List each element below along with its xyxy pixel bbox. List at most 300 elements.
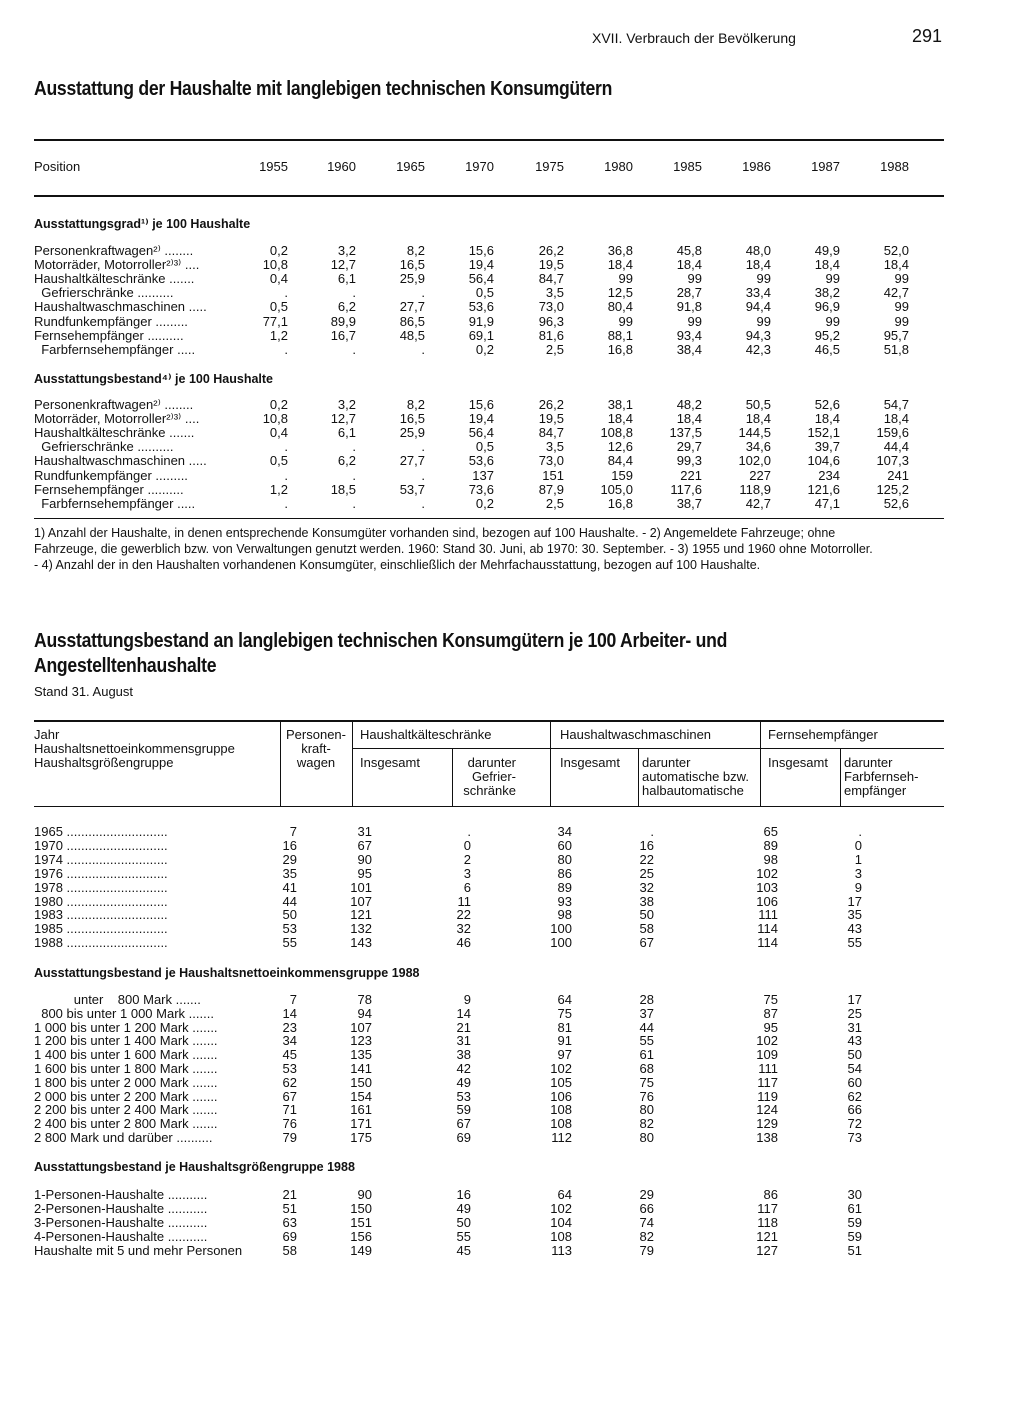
cell-value: 135 xyxy=(350,1047,372,1063)
cell-value: 98 xyxy=(763,851,778,867)
row-label: 1983 ............................ xyxy=(34,907,168,923)
cell-value: 59 xyxy=(847,1228,862,1244)
cell-value: . xyxy=(284,285,288,301)
cell-value: 32 xyxy=(639,879,654,895)
cell-value: 119 xyxy=(757,1088,778,1104)
cell-value: 96,9 xyxy=(814,299,840,315)
cell-value: 38,1 xyxy=(607,397,633,412)
cell-value: 62 xyxy=(847,1088,862,1104)
cell-value: 2,5 xyxy=(545,341,564,357)
cell-value: 0 xyxy=(854,837,862,853)
cell-value: 55 xyxy=(456,1228,471,1244)
cell-value: 0,2 xyxy=(475,495,494,511)
row-label: Personenkraftwagen²⁾ ........ xyxy=(34,243,194,258)
cell-value: 114 xyxy=(757,921,778,937)
cell-value: 67 xyxy=(639,935,654,951)
cell-value: 25,9 xyxy=(399,425,425,441)
header-position: Position xyxy=(34,159,81,174)
cell-value: 59 xyxy=(456,1102,471,1118)
row-label: 1 200 bis unter 1 400 Mark ....... xyxy=(34,1033,218,1049)
cell-value: 9 xyxy=(463,992,471,1007)
cell-value: 3 xyxy=(854,865,862,881)
cell-value: 107 xyxy=(350,1019,372,1035)
cell-value: 75 xyxy=(639,1074,654,1090)
cell-value: . xyxy=(284,467,288,483)
row-label: 2-Personen-Haushalte ........... xyxy=(34,1200,208,1216)
cell-value: 50 xyxy=(847,1047,862,1063)
cell-value: 42 xyxy=(456,1061,471,1076)
cell-value: 95 xyxy=(357,865,372,881)
cell-value: 89 xyxy=(763,837,778,853)
cell-value: 18,4 xyxy=(883,257,909,273)
table-row xyxy=(34,1230,954,1244)
cell-value: 121 xyxy=(350,907,372,923)
cell-value: 62 xyxy=(282,1074,297,1090)
cell-value: 121,6 xyxy=(807,481,840,497)
cell-value: 55 xyxy=(847,935,862,951)
cell-value: 31 xyxy=(847,1019,862,1035)
cell-value: 16,8 xyxy=(607,341,633,357)
cell-value: 52,6 xyxy=(883,495,909,511)
cell-value: 86 xyxy=(763,1187,778,1202)
row-label: Haushaltkälteschränke ....... xyxy=(34,425,195,441)
cell-value: 53 xyxy=(282,1061,297,1076)
table-row xyxy=(34,1216,954,1230)
cell-value: 63 xyxy=(282,1214,297,1230)
cell-value: . xyxy=(467,824,471,839)
cell-value: 144,5 xyxy=(738,425,771,441)
cell-value: 16,8 xyxy=(607,495,633,511)
cell-value: 221 xyxy=(680,467,702,483)
cell-value: 0,4 xyxy=(269,271,288,287)
cell-value: 100 xyxy=(550,921,572,937)
cell-value: 104,6 xyxy=(807,453,840,469)
cell-value: 91,8 xyxy=(676,299,702,315)
cell-value: 23 xyxy=(282,1019,297,1035)
row-label: 3-Personen-Haushalte ........... xyxy=(34,1214,208,1230)
cell-value: 132 xyxy=(350,921,372,937)
cell-value: 14 xyxy=(282,1005,297,1021)
cell-value: 74 xyxy=(639,1214,654,1230)
cell-value: 0,4 xyxy=(269,425,288,441)
row-label: 2 800 Mark und darüber .......... xyxy=(34,1130,213,1145)
cell-value: 54 xyxy=(847,1061,862,1076)
cell-value: 113 xyxy=(551,1242,572,1258)
cell-value: 49 xyxy=(456,1074,471,1090)
cell-value: 123 xyxy=(350,1033,372,1049)
cell-value: 21 xyxy=(456,1019,471,1035)
cell-value: 124 xyxy=(756,1102,778,1118)
cell-value: 66 xyxy=(847,1102,862,1118)
cell-value: 25 xyxy=(847,1005,862,1021)
row-label: Haushaltwaschmaschinen ..... xyxy=(34,453,207,469)
row-label: 1 000 bis unter 1 200 Mark ....... xyxy=(34,1019,218,1035)
cell-value: 58 xyxy=(282,1242,297,1258)
cell-value: 95 xyxy=(763,1019,778,1035)
cell-value: 9 xyxy=(854,879,862,895)
cell-value: 65 xyxy=(763,824,778,839)
cell-value: 6,2 xyxy=(337,453,356,469)
cell-value: 2 xyxy=(463,851,471,867)
cell-value: . xyxy=(650,824,654,839)
cell-value: 159 xyxy=(611,467,633,483)
cell-value: 3 xyxy=(463,865,471,881)
cell-value: 82 xyxy=(639,1116,654,1132)
cell-value: 45 xyxy=(282,1047,297,1063)
header-kuehl-total: Insgesamt xyxy=(360,755,420,770)
cell-value: 105,0 xyxy=(600,481,633,497)
section-title: Ausstattungsgrad¹⁾ je 100 Haushalte xyxy=(34,217,251,231)
cell-value: 41 xyxy=(282,879,297,895)
row-label: 4-Personen-Haushalte ........... xyxy=(34,1228,208,1244)
cell-value: 99 xyxy=(618,313,633,329)
table-row xyxy=(34,1076,954,1090)
table-row xyxy=(34,922,954,936)
cell-value: 10,8 xyxy=(262,411,288,427)
table-row xyxy=(34,881,954,895)
header-year: 1955 xyxy=(259,159,288,174)
table-row xyxy=(34,1007,954,1021)
cell-value: 95,2 xyxy=(814,327,840,343)
cell-value: . xyxy=(421,467,425,483)
footnote-line: - 4) Anzahl der in den Haushalten vorhandenen Konsumgüter, einschließlich der Mehrfachausstattung, bezogen auf 100 Haushalte. xyxy=(34,558,761,572)
cell-value: 59 xyxy=(847,1214,862,1230)
cell-value: . xyxy=(352,467,356,483)
row-label: 1974 ............................ xyxy=(34,851,168,867)
cell-value: 86 xyxy=(557,865,572,881)
cell-value: 97 xyxy=(557,1047,572,1063)
cell-value: 99 xyxy=(894,299,909,315)
cell-value: 143 xyxy=(350,935,372,951)
table2-title-line2: Angestelltenhaushalte xyxy=(34,655,217,677)
table-row xyxy=(34,895,954,909)
cell-value: 94,4 xyxy=(745,299,771,315)
cell-value: 0,5 xyxy=(269,453,288,469)
cell-value: . xyxy=(284,341,288,357)
cell-value: 46 xyxy=(456,935,471,951)
row-label: Personenkraftwagen²⁾ ........ xyxy=(34,397,194,412)
cell-value: 81,6 xyxy=(538,327,564,343)
cell-value: 16,5 xyxy=(399,411,425,427)
row-label: Gefrierschränke .......... xyxy=(34,285,174,301)
cell-value: 42,3 xyxy=(745,341,771,357)
cell-value: 68 xyxy=(639,1061,654,1076)
table-row xyxy=(34,867,954,881)
cell-value: 35 xyxy=(847,907,862,923)
cell-value: 3,2 xyxy=(337,397,356,412)
header-kuehl-sub: darunter Gefrier- schränke xyxy=(463,755,516,798)
cell-value: 98 xyxy=(557,907,572,923)
cell-value: 19,4 xyxy=(468,257,494,273)
cell-value: 121 xyxy=(756,1228,778,1244)
table-row xyxy=(34,1062,954,1076)
cell-value: 12,7 xyxy=(330,411,356,427)
cell-value: 21 xyxy=(282,1187,297,1202)
cell-value: 99 xyxy=(825,313,840,329)
header-year: 1988 xyxy=(880,159,909,174)
cell-value: 151 xyxy=(350,1214,372,1230)
cell-value: 108 xyxy=(550,1102,572,1118)
cell-value: 58 xyxy=(639,921,654,937)
table-row xyxy=(34,853,954,867)
cell-value: 44,4 xyxy=(883,439,909,455)
row-label: Farbfernsehempfänger ..... xyxy=(34,495,196,511)
cell-value: . xyxy=(858,824,862,839)
cell-value: 42,7 xyxy=(745,495,771,511)
cell-value: 34,6 xyxy=(745,439,771,455)
cell-value: 103 xyxy=(756,879,778,895)
cell-value: 14 xyxy=(456,1005,471,1021)
cell-value: 0,2 xyxy=(269,243,288,258)
cell-value: 77,1 xyxy=(262,313,288,329)
cell-value: 84,4 xyxy=(607,453,633,469)
cell-value: 118,9 xyxy=(739,481,771,497)
cell-value: 26,2 xyxy=(538,243,564,258)
cell-value: 99,3 xyxy=(676,453,702,469)
cell-value: 52,6 xyxy=(814,397,840,412)
cell-value: 18,4 xyxy=(745,257,771,273)
cell-value: 8,2 xyxy=(406,397,425,412)
cell-value: 0,5 xyxy=(475,285,494,301)
cell-value: 99 xyxy=(825,271,840,287)
table-row xyxy=(34,1131,954,1145)
table-row xyxy=(34,1202,954,1216)
cell-value: 11 xyxy=(457,893,471,909)
cell-value: 1,2 xyxy=(269,327,288,343)
cell-value: 61 xyxy=(639,1047,654,1063)
cell-value: 60 xyxy=(557,837,572,853)
row-label: 1988 ............................ xyxy=(34,935,168,951)
cell-value: 18,4 xyxy=(676,257,702,273)
cell-value: 76 xyxy=(282,1116,297,1132)
cell-value: 127 xyxy=(756,1242,778,1258)
cell-value: 53 xyxy=(456,1088,471,1104)
cell-value: 109 xyxy=(756,1047,778,1063)
cell-value: 50,5 xyxy=(745,397,771,412)
cell-value: 94,3 xyxy=(745,327,771,343)
cell-value: 0,2 xyxy=(475,341,494,357)
row-label: Fernsehempfänger .......... xyxy=(34,327,184,343)
cell-value: 99 xyxy=(618,271,633,287)
cell-value: 67 xyxy=(456,1116,471,1132)
cell-value: 99 xyxy=(894,313,909,329)
table2-title-line1: Ausstattungsbestand an langlebigen technischen Konsumgütern je 100 Arbeiter- und xyxy=(34,630,728,652)
cell-value: 8,2 xyxy=(406,243,425,258)
cell-value: 80,4 xyxy=(607,299,633,315)
cell-value: 27,7 xyxy=(399,453,425,469)
cell-value: 1,2 xyxy=(269,481,288,497)
cell-value: 26,2 xyxy=(538,397,564,412)
cell-value: 129 xyxy=(756,1116,778,1132)
header-year: 1975 xyxy=(535,159,564,174)
cell-value: 29 xyxy=(282,851,297,867)
cell-value: 55 xyxy=(282,935,297,951)
cell-value: 56,4 xyxy=(468,271,494,287)
cell-value: 0,5 xyxy=(475,439,494,455)
cell-value: 17 xyxy=(847,992,862,1007)
cell-value: 22 xyxy=(639,851,654,867)
cell-value: . xyxy=(284,439,288,455)
row-label: Motorräder, Motorroller²⁾³⁾ .... xyxy=(34,257,200,273)
cell-value: 150 xyxy=(350,1074,372,1090)
cell-value: 38 xyxy=(639,893,654,909)
cell-value: 102,0 xyxy=(738,453,771,469)
cell-value: 107 xyxy=(350,893,372,909)
table-row xyxy=(34,936,954,950)
row-label: 800 bis unter 1 000 Mark ....... xyxy=(34,1005,214,1021)
cell-value: 99 xyxy=(756,313,771,329)
cell-value: 69,1 xyxy=(468,327,494,343)
cell-value: 38 xyxy=(456,1047,471,1063)
cell-value: 95,7 xyxy=(883,327,909,343)
header-kuehl: Haushaltkälteschränke xyxy=(360,727,492,742)
cell-value: 117 xyxy=(757,1074,778,1090)
header-year: 1987 xyxy=(811,159,840,174)
cell-value: 35 xyxy=(282,865,297,881)
cell-value: 156 xyxy=(350,1228,372,1244)
cell-value: 152,1 xyxy=(807,425,840,441)
cell-value: 106 xyxy=(756,893,778,909)
cell-value: 100 xyxy=(550,935,572,951)
cell-value: 93 xyxy=(557,893,572,909)
cell-value: 27,7 xyxy=(399,299,425,315)
cell-value: 18,4 xyxy=(676,411,702,427)
cell-value: 49,9 xyxy=(814,243,840,258)
cell-value: 36,8 xyxy=(607,243,633,258)
cell-value: . xyxy=(352,495,356,511)
header-pkw: Personen- kraft- wagen xyxy=(286,727,346,770)
cell-value: 175 xyxy=(350,1130,372,1145)
header-row-label: Jahr Haushaltsnettoeinkommensgruppe Haushaltsgrößengruppe xyxy=(34,727,235,770)
cell-value: 51 xyxy=(282,1200,297,1216)
cell-value: 15,6 xyxy=(468,243,494,258)
cell-value: 102 xyxy=(756,1033,778,1049)
row-label: Motorräder, Motorroller²⁾³⁾ .... xyxy=(34,411,200,427)
row-label: Farbfernsehempfänger ..... xyxy=(34,341,196,357)
cell-value: 137,5 xyxy=(669,425,702,441)
cell-value: 39,7 xyxy=(814,439,840,455)
cell-value: 105 xyxy=(550,1074,572,1090)
cell-value: 79 xyxy=(282,1130,297,1145)
row-label: 1980 ............................ xyxy=(34,893,168,909)
cell-value: 82 xyxy=(639,1228,654,1244)
cell-value: 73 xyxy=(847,1130,862,1145)
cell-value: 171 xyxy=(350,1116,372,1132)
cell-value: 99 xyxy=(687,313,702,329)
header-wasch-total: Insgesamt xyxy=(560,755,620,770)
table-row xyxy=(34,1188,954,1202)
cell-value: 12,5 xyxy=(607,285,633,301)
cell-value: 137 xyxy=(472,467,494,483)
running-header: XVII. Verbrauch der Bevölkerung xyxy=(592,30,796,46)
cell-value: 25,9 xyxy=(399,271,425,287)
cell-value: 69 xyxy=(456,1130,471,1145)
cell-value: . xyxy=(421,285,425,301)
cell-value: 88,1 xyxy=(607,327,633,343)
cell-value: 7 xyxy=(289,824,297,839)
cell-value: 29,7 xyxy=(676,439,702,455)
cell-value: 51 xyxy=(847,1242,862,1258)
cell-value: 16 xyxy=(639,837,654,853)
cell-value: 138 xyxy=(756,1130,778,1145)
cell-value: 149 xyxy=(350,1242,372,1258)
cell-value: 111 xyxy=(758,907,778,923)
page-number: 291 xyxy=(912,26,943,46)
header-year: 1965 xyxy=(396,159,425,174)
cell-value: 99 xyxy=(894,271,909,287)
cell-value: 67 xyxy=(357,837,372,853)
cell-value: 108,8 xyxy=(600,425,633,441)
cell-value: 6,1 xyxy=(337,425,356,441)
cell-value: 86,5 xyxy=(399,313,425,329)
cell-value: 76 xyxy=(639,1088,654,1104)
cell-value: 159,6 xyxy=(876,425,909,441)
cell-value: 18,4 xyxy=(607,257,633,273)
cell-value: 67 xyxy=(282,1088,297,1104)
cell-value: 84,7 xyxy=(538,425,564,441)
cell-value: 73,6 xyxy=(468,481,494,497)
cell-value: 117,6 xyxy=(670,481,702,497)
section-title: Ausstattungsbestand⁴⁾ je 100 Haushalte xyxy=(34,372,274,386)
cell-value: 66 xyxy=(639,1200,654,1216)
cell-value: 117 xyxy=(757,1200,778,1216)
row-label: 1978 ............................ xyxy=(34,879,168,895)
cell-value: 56,4 xyxy=(468,425,494,441)
cell-value: 18,5 xyxy=(330,481,356,497)
cell-value: 38,2 xyxy=(814,285,840,301)
cell-value: 7 xyxy=(289,992,297,1007)
row-label: Gefrierschränke .......... xyxy=(34,439,174,455)
cell-value: 73,0 xyxy=(538,299,564,315)
cell-value: 50 xyxy=(282,907,297,923)
cell-value: 28,7 xyxy=(676,285,702,301)
cell-value: 104 xyxy=(550,1214,572,1230)
cell-value: 34 xyxy=(282,1033,297,1049)
cell-value: 55 xyxy=(639,1033,654,1049)
cell-value: . xyxy=(352,341,356,357)
cell-value: 102 xyxy=(550,1200,572,1216)
cell-value: 64 xyxy=(557,1187,572,1202)
section-title: Ausstattungsbestand je Haushaltsgrößengruppe 1988 xyxy=(34,1160,355,1174)
cell-value: 91,9 xyxy=(468,313,494,329)
cell-value: 125,2 xyxy=(876,481,909,497)
cell-value: 96,3 xyxy=(538,313,564,329)
header-wasch-sub: darunter automatische bzw. halbautomatische xyxy=(642,755,749,798)
cell-value: 227 xyxy=(749,467,771,483)
cell-value: 12,7 xyxy=(330,257,356,273)
cell-value: 16 xyxy=(456,1187,471,1202)
cell-value: 111 xyxy=(758,1061,778,1076)
table-row xyxy=(34,908,954,922)
cell-value: 80 xyxy=(639,1130,654,1145)
cell-value: 52,0 xyxy=(883,243,909,258)
table-row xyxy=(34,993,954,1007)
cell-value: 141 xyxy=(350,1061,372,1076)
table1-title: Ausstattung der Haushalte mit langlebigen technischen Konsumgütern xyxy=(34,78,613,100)
cell-value: 75 xyxy=(763,992,778,1007)
cell-value: 47,1 xyxy=(814,495,840,511)
cell-value: 19,5 xyxy=(538,257,564,273)
cell-value: 44 xyxy=(639,1019,654,1035)
cell-value: 42,7 xyxy=(883,285,909,301)
cell-value: 12,6 xyxy=(607,439,633,455)
row-label: 2 000 bis unter 2 200 Mark ....... xyxy=(34,1088,218,1104)
cell-value: 102 xyxy=(550,1061,572,1076)
section-title: Ausstattungsbestand je Haushaltsnettoeinkommensgruppe 1988 xyxy=(34,966,420,980)
cell-value: 0 xyxy=(463,837,471,853)
cell-value: . xyxy=(421,495,425,511)
cell-value: 6,2 xyxy=(337,299,356,315)
